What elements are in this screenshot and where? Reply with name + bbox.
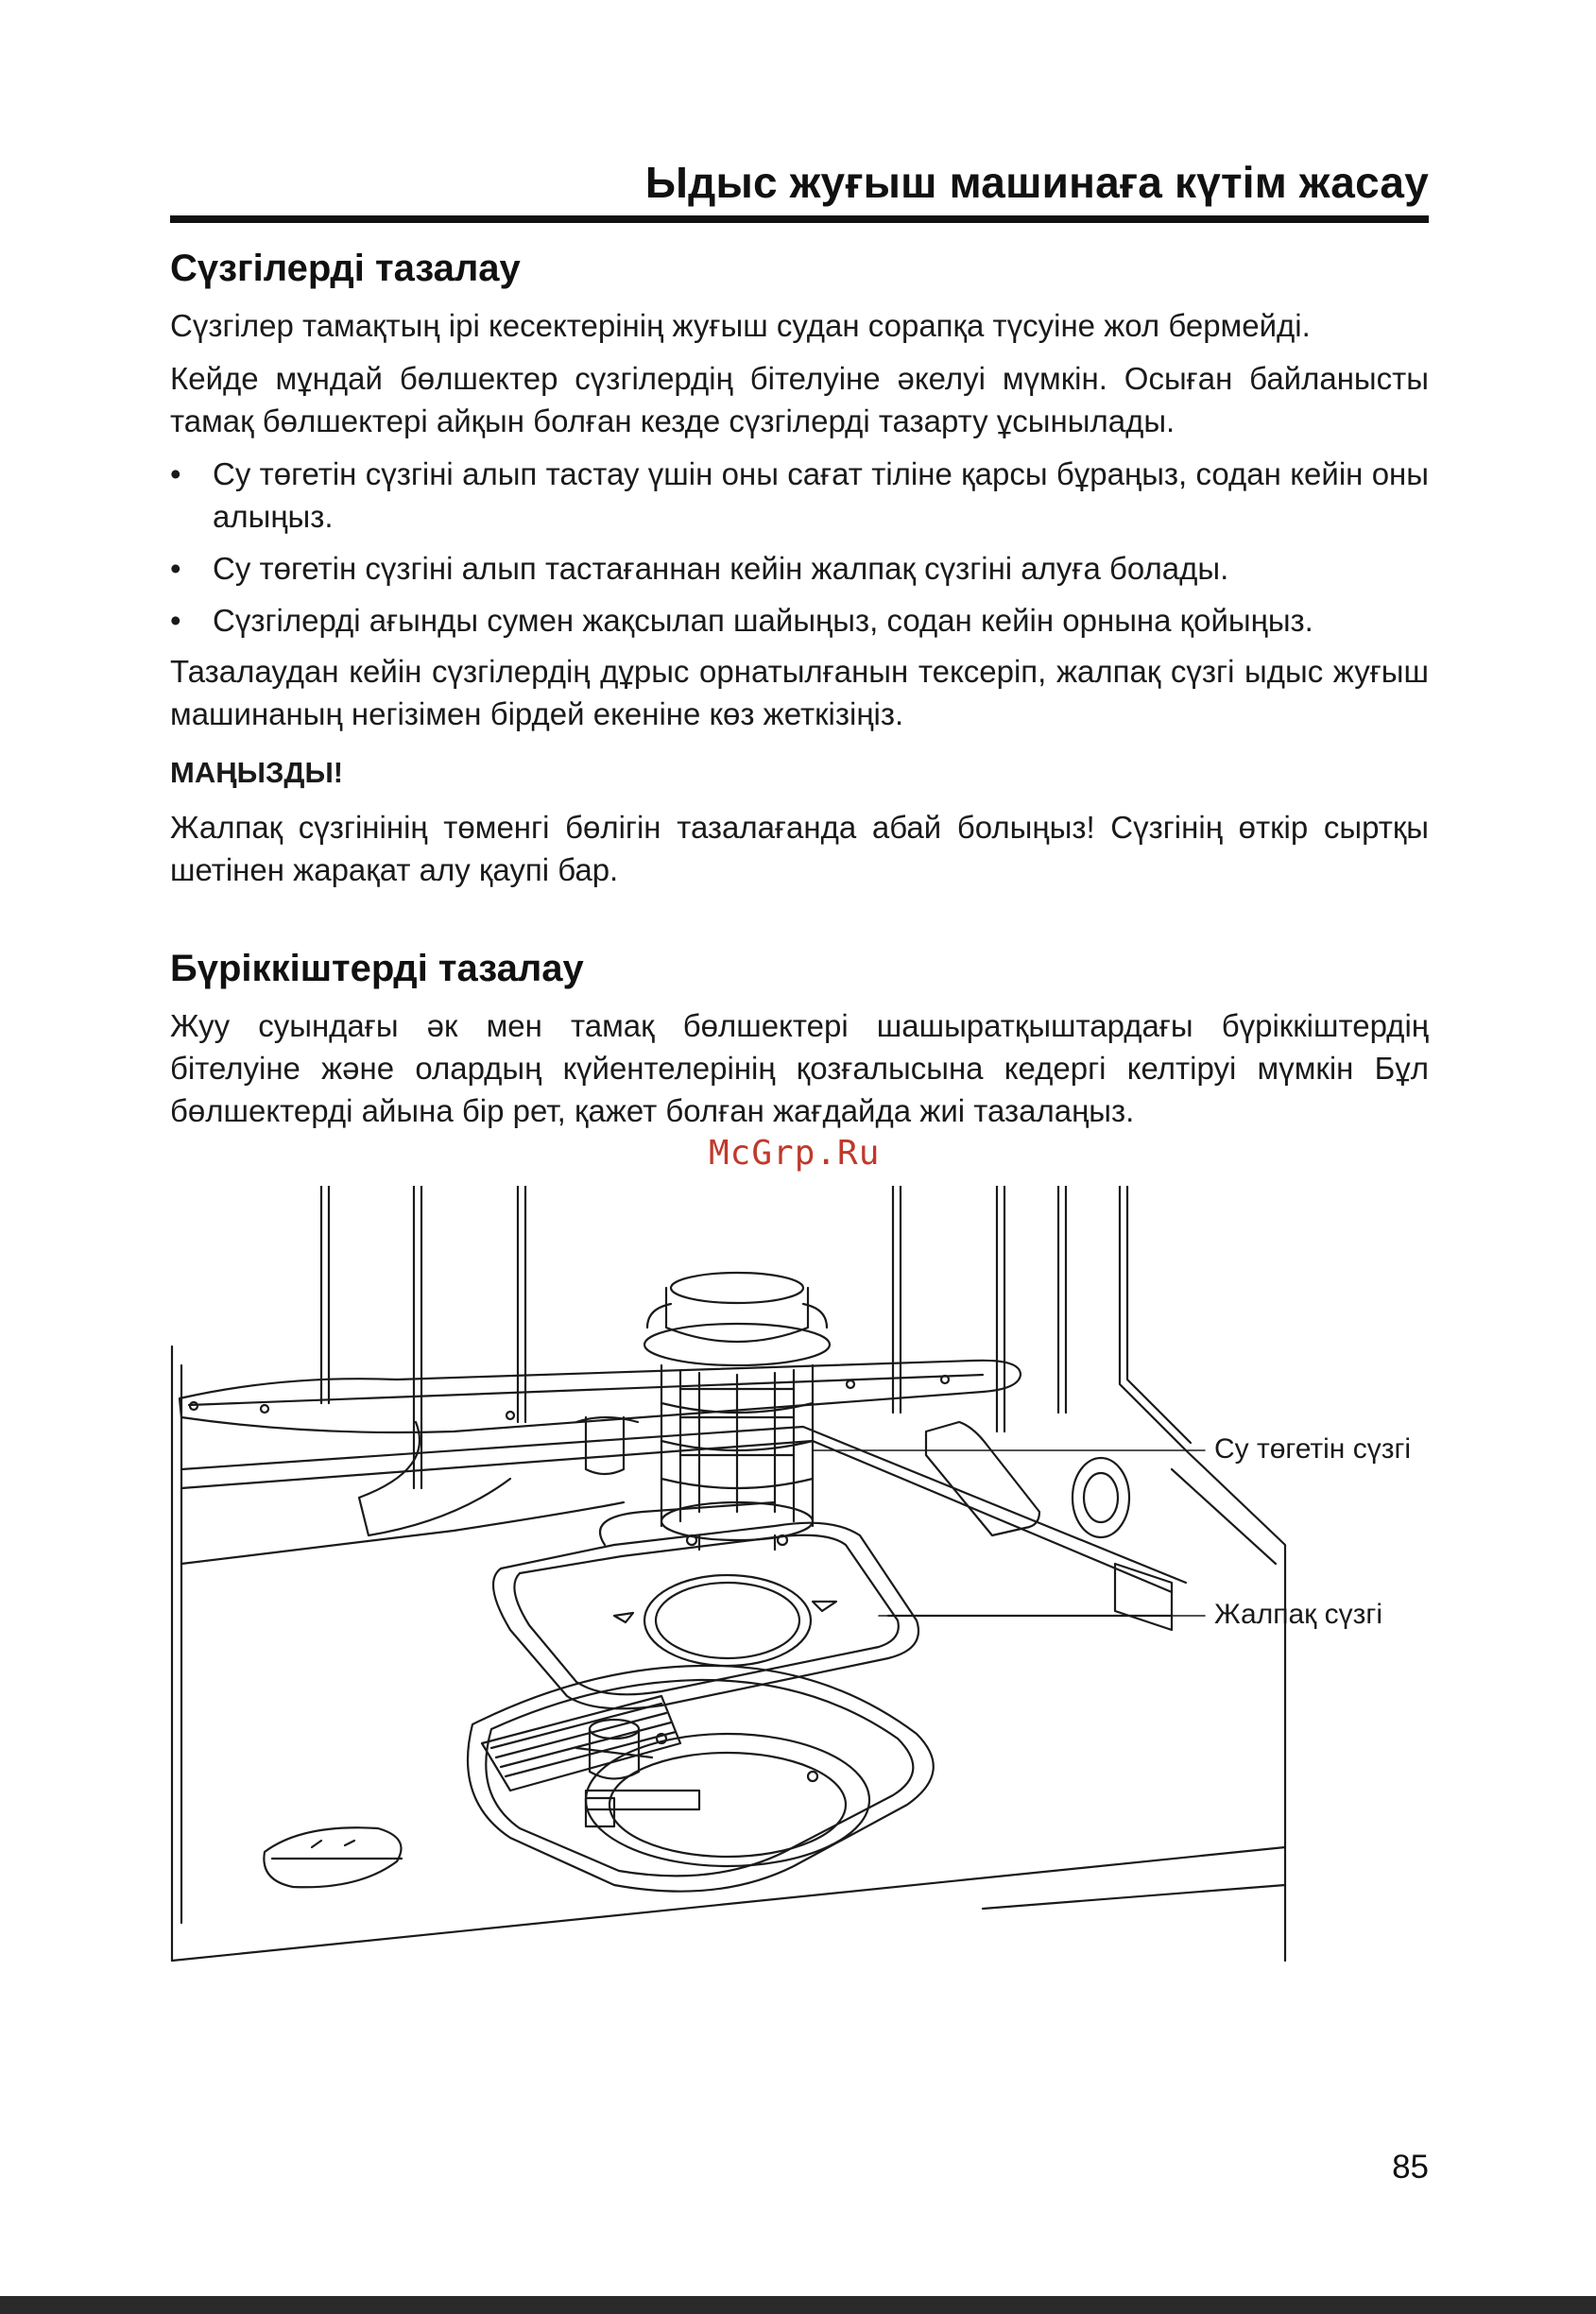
- scan-bottom-band: [0, 2296, 1596, 2314]
- paragraph-after-cleaning: Тазалаудан кейін сүзгілердің дұрыс орнатылғанын тексеріп, жалпақ сүзгі ыдыс жуғыш машинаның негізімен бірдей екеніне көз жеткізіңіз.: [170, 654, 1429, 731]
- bullet-glyph: •: [170, 551, 181, 586]
- list-item: [170, 599, 1429, 642]
- list-item: [170, 453, 1429, 538]
- filter-steps-list: [170, 453, 1429, 651]
- bullet-glyph: •: [170, 456, 181, 491]
- lower-spray-arm: [180, 1361, 1021, 1535]
- list-item-text: Су төгетін сүзгіні алып тастау үшін оны сағат тіліне қарсы бұраңыз, содан кейін оны алыңыз.: [213, 456, 1429, 534]
- bullet-glyph: •: [170, 603, 181, 638]
- list-item: [170, 547, 1429, 590]
- header-rule: [170, 215, 1429, 223]
- page-number: 85: [1392, 2149, 1429, 2185]
- watermark: McGrp.Ru: [709, 1134, 881, 1173]
- callout-flat-filter: Жалпақ сүзгі: [1214, 1599, 1382, 1630]
- coarse-filter-cup: [468, 1666, 934, 1892]
- paragraph-filters-clog: Кейде мұндай бөлшектер сүзгілердің бітелуіне әкелуі мүмкін. Осыған байланысты тамақ бөлшектері айқын болған кезде сүзгілерді тазарту ұсынылады.: [170, 361, 1429, 438]
- list-item-text: Су төгетін сүзгіні алып тастағаннан кейін жалпақ сүзгіні алуға болады.: [213, 551, 1229, 586]
- floor-front-edge: [172, 1847, 1285, 1961]
- cap-part: [264, 1827, 402, 1887]
- paragraph-filters-intro: Сүзгілер тамақтың ірі кесектерінің жуғыш судан сорапқа түсуіне жол бермейді.: [170, 308, 1311, 343]
- important-label: МАҢЫЗДЫ!: [170, 756, 344, 789]
- drain-filter-cylinder: [644, 1273, 830, 1550]
- flat-filter-plate: [493, 1502, 1172, 1708]
- section-title-filters: Сүзгілерді тазалау: [170, 248, 521, 289]
- list-item-text: Сүзгілерді ағынды сумен жақсылап шайыңыз, содан кейін орнына қойыңыз.: [213, 603, 1313, 638]
- page-header-title: Ыдыс жуғыш машинаға күтім жасау: [644, 158, 1429, 207]
- paragraph-nozzles: Жуу суындағы әк мен тамақ бөлшектері шашыратқыштардағы бүріккіштердің бітелуіне және олардың күйентелерінің қозғалысына кедергі келтіруі мүмкін Бұл бөлшектерді айына бір рет, қажет болған жағдайда жиі тазалаңыз.: [170, 1008, 1429, 1128]
- back-wall-lines: [321, 1186, 1191, 1488]
- callout-drain-filter: Су төгетін сүзгі: [1214, 1433, 1412, 1465]
- paragraph-important-warning: Жалпақ сүзгінінің төменгі бөлігін тазалағанда абай болыңыз! Сүзгінің өткір сыртқы шетінен жарақат алу қаупі бар.: [170, 810, 1429, 887]
- section-title-nozzles: Бүріккіштерді тазалау: [170, 948, 584, 989]
- dishwasher-interior-drawing: [170, 1186, 1436, 1970]
- dishwasher-filter-illustration: [170, 1186, 1436, 1970]
